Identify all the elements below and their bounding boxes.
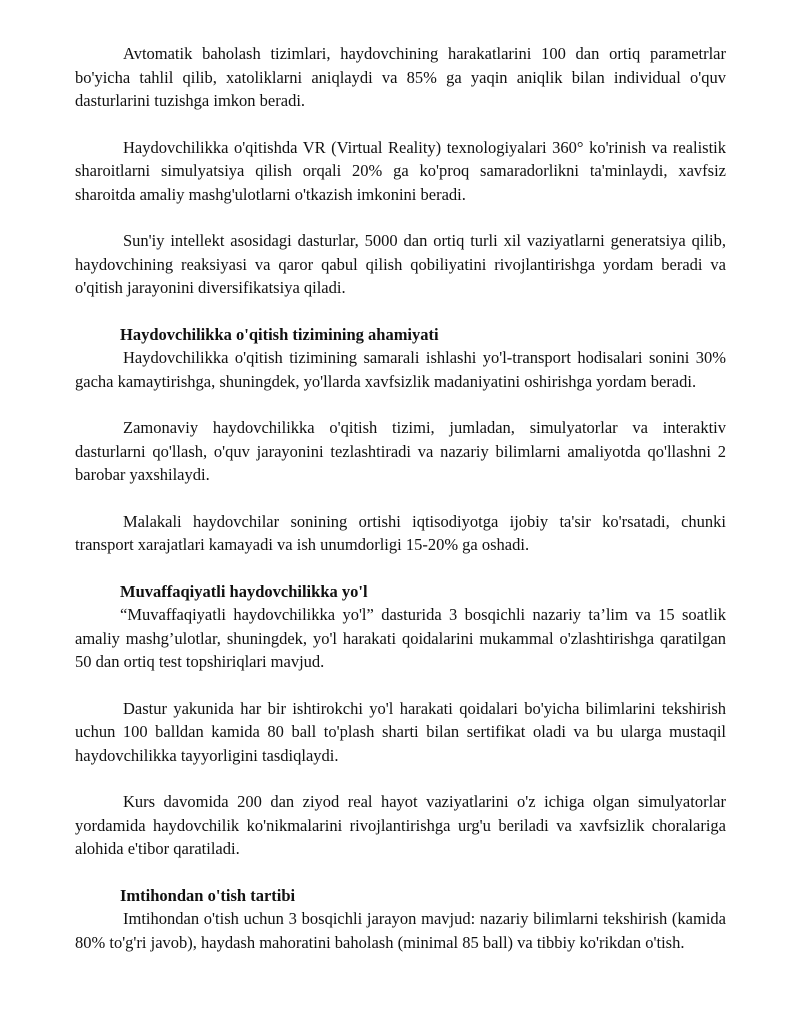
heading-successful-driving: Muvaffaqiyatli haydovchilikka yo'l [120, 581, 368, 601]
heading-training-importance: Haydovchilikka o'qitish tizimining ahamiyati [120, 324, 439, 344]
paragraph-program-overview: “Muvaffaqiyatli haydovchilikka yo'l” dasturida 3 bosqichli nazariy ta’lim va 15 soatlik amaliy mashg’ulotlar, shuningdek, yo'l harakati qoidalarini mukammal o'zlashtirishga qaratilgan 50 dan ortiq test topshiriqlari mavjud. [75, 605, 726, 671]
paragraph-exam-stages: Imtihondan o'tish uchun 3 bosqichli jarayon mavjud: nazariy bilimlarni tekshirish (kamida 80% to'g'ri javob), haydash mahoratini baholash (minimal 85 ball) va tibbiy ko'rikdan o'tish. [75, 909, 726, 952]
paragraph-certificate: Dastur yakunida har bir ishtirokchi yo'l harakati qoidalari bo'yicha bilimlarini tekshirish uchun 100 balldan kamida 80 ball to'plash sharti bilan sertifikat oladi va bu ularga mustaqil haydovchilikka tayyorligini tasdiqlaydi. [75, 698, 726, 765]
paragraph-accident-reduction: Haydovchilikka o'qitish tizimining samarali ishlashi yo'l-transport hodisalari sonini 30% gacha kamaytirishga, shuningdek, yo'llarda xavfsizlik madaniyatini oshirishga yordam beradi. [75, 348, 726, 391]
paragraph-automated-assessment: Avtomatik baholash tizimlari, haydovchining harakatlarini 100 dan ortiq parametrlar bo'yicha tahlil qilib, xatoliklarni aniqlaydi va 85% ga yaqin aniqlik bilan individual o'quv dasturlarini tuzishga imkon beradi. [75, 44, 726, 110]
paragraph-economic-impact: Malakali haydovchilar sonining ortishi iqtisodiyotga ijobiy ta'sir ko'rsatadi, chunki transport xarajatlari kamayadi va ish unumdorligi 15-20% ga oshadi. [75, 511, 726, 554]
document-page [75, 42, 726, 954]
paragraph-modern-training: Zamonaviy haydovchilikka o'qitish tizimi, jumladan, simulyatorlar va interaktiv dasturlarni qo'llash, o'quv jarayonini tezlashtiradi va nazariy bilimlarni amaliyotda qo'llashni 2 barobar yaxshilaydi. [75, 418, 726, 484]
paragraph-simulators: Kurs davomida 200 dan ziyod real hayot vaziyatlarini o'z ichiga olgan simulyatorlar yordamida haydovchilik ko'nikmalarini rivojlantirishga urg'u beriladi va xavfsizlik choralariga alohida e'tibor qaratiladi. [75, 792, 726, 858]
paragraph-vr-technology: Haydovchilikka o'qitishda VR (Virtual Reality) texnologiyalari 360° ko'rinish va realistik sharoitlarni simulyatsiya qilish orqali 20% ga ko'proq samaradorlikni ta'minlaydi, xavfsiz sharoitda amaliy mashg'ulotlarni o'tkazish imkonini beradi. [75, 137, 726, 204]
heading-exam-procedure: Imtihondan o'tish tartibi [120, 885, 296, 905]
paragraph-ai-programs: Sun'iy intellekt asosidagi dasturlar, 5000 dan ortiq turli xil vaziyatlarni generatsiya qilib, haydovchining reaksiyasi va qaror qabul qilish qobiliyatini rivojlantirishga yordam beradi va o'qitish jarayonini diversifikatsiya qiladi. [75, 231, 726, 297]
